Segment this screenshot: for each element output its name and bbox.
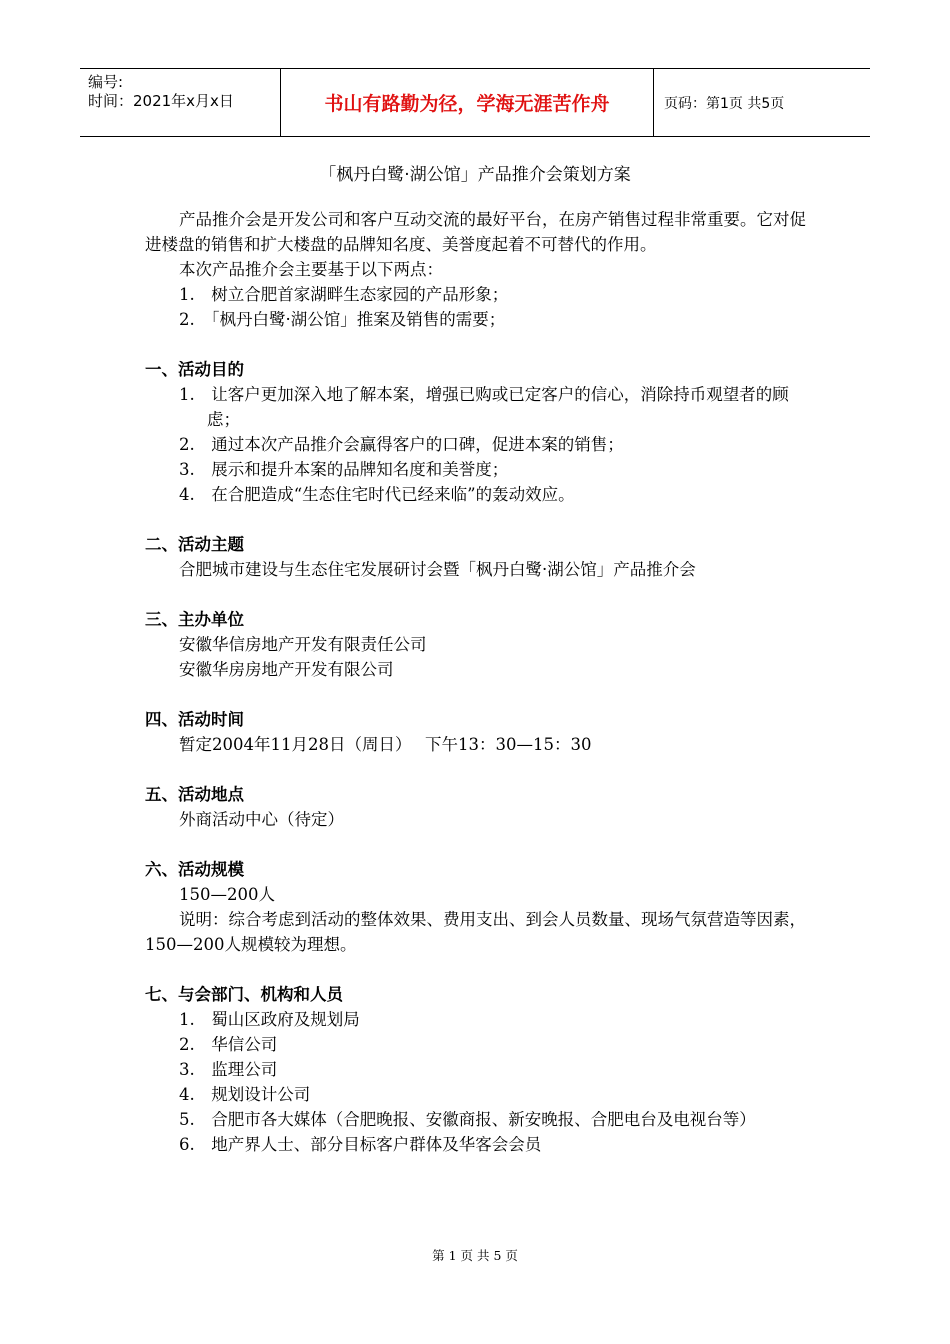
section-heading: 五、活动地点 <box>145 785 244 804</box>
document-title: 「枫丹白鹭·湖公馆」产品推介会策划方案 <box>319 165 631 185</box>
section-text: 合肥城市建设与生态住宅发展研讨会暨「枫丹白鹭·湖公馆」产品推介会 <box>179 560 696 579</box>
section-heading: 二、活动主题 <box>145 535 244 554</box>
page-header <box>80 68 870 137</box>
intro-paragraph: 产品推介会是开发公司和客户互动交流的最好平台，在房产销售过程非常重要。它对促进楼盘的销售和扩大楼盘的品牌知名度、美誉度起着不可替代的作用。 <box>145 210 806 254</box>
section-text: 外商活动中心（待定） <box>179 810 344 829</box>
section-heading: 四、活动时间 <box>145 710 244 729</box>
serial-label: 编号: <box>88 73 124 91</box>
header-page-code: 页码：第1页 共5页 <box>664 95 785 112</box>
list-item: 1. 蜀山区政府及规划局 <box>179 1010 360 1029</box>
page-footer: 第 1 页 共 5 页 <box>432 1248 518 1263</box>
list-item: 4. 规划设计公司 <box>179 1085 311 1104</box>
section-text: 150—200人 <box>179 885 275 904</box>
list-item: 2. 华信公司 <box>179 1035 278 1054</box>
section-text: 暂定2004年11月28日（周日） 下午13：30—15：30 <box>179 735 592 754</box>
section-heading: 六、活动规模 <box>145 860 244 879</box>
list-item: 6. 地产界人士、部分目标客户群体及华客会会员 <box>179 1135 542 1154</box>
list-item: 1. 树立合肥首家湖畔生态家园的产品形象； <box>179 285 509 304</box>
section-heading: 七、与会部门、机构和人员 <box>145 985 343 1004</box>
list-item: 1. 让客户更加深入地了解本案，增强已购或已定客户的信心，消除持币观望者的顾虑； <box>179 385 789 429</box>
header-left-cell <box>80 69 281 136</box>
intro-basis: 本次产品推介会主要基于以下两点： <box>179 260 443 279</box>
list-item: 2. 通过本次产品推介会赢得客户的口碑，促进本案的销售； <box>179 435 624 454</box>
document-body <box>145 207 810 1157</box>
header-motto: 书山有路勤为径，学海无涯苦作舟 <box>281 69 654 136</box>
list-item: 4. 在合肥造成“生态住宅时代已经来临”的轰动效应。 <box>179 485 575 504</box>
section-note: 说明：综合考虑到活动的整体效果、费用支出、到会人员数量、现场气氛营造等因素，150—200人规模较为理想。 <box>145 910 806 954</box>
section-heading: 三、主办单位 <box>145 610 244 629</box>
list-item: 3. 展示和提升本案的品牌知名度和美誉度； <box>179 460 509 479</box>
list-item: 2. 「枫丹白鹭·湖公馆」推案及销售的需要； <box>179 310 506 329</box>
section-heading: 一、活动目的 <box>145 360 244 379</box>
list-item: 3. 监理公司 <box>179 1060 278 1079</box>
section-text: 安徽华信房地产开发有限责任公司 <box>179 635 427 654</box>
time-label: 时间：2021年x月x日 <box>88 92 234 110</box>
list-item: 5. 合肥市各大媒体（合肥晚报、安徽商报、新安晚报、合肥电台及电视台等） <box>179 1110 756 1129</box>
section-text: 安徽华房房地产开发有限公司 <box>179 660 394 679</box>
